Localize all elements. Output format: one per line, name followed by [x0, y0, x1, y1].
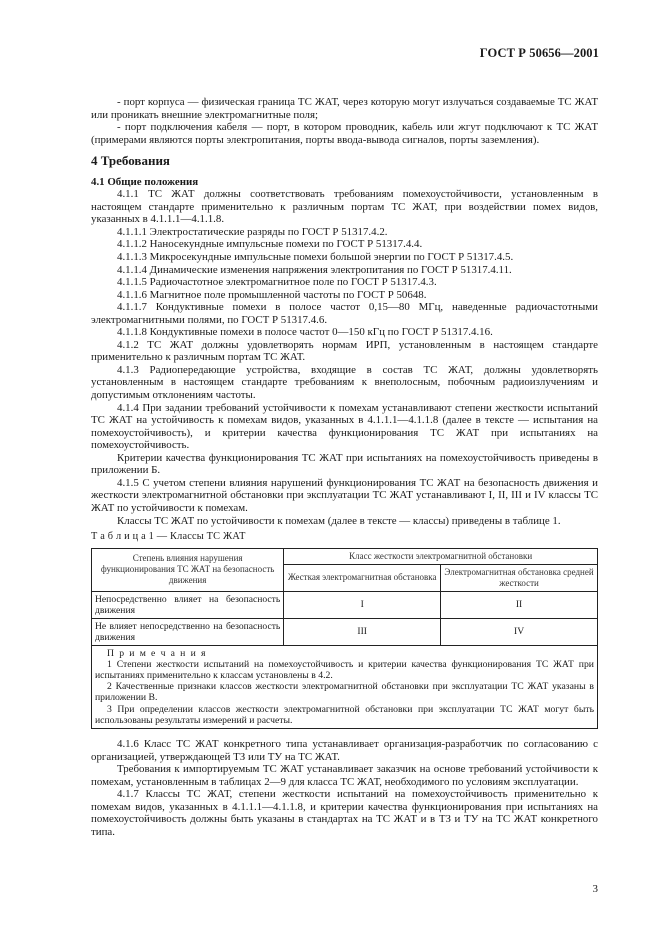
page-number: 3	[592, 883, 598, 895]
intro-paragraph: - порт подключения кабеля — порт, в котором проводник, кабель или жгут подключают к ТС ЖАТ (примерами являются порты электропитания, порты ввода-вывода сигналов, порты заземления).	[91, 121, 598, 146]
classes-table	[91, 548, 598, 729]
table-notes	[92, 645, 598, 728]
table-cell-class: I	[284, 591, 441, 618]
table-cell-class: IV	[441, 618, 598, 645]
table-header-harsh: Жесткая электромагнитная обстановка	[284, 564, 441, 591]
paragraph: 4.1.5 С учетом степени влияния нарушений функционирования ТС ЖАТ на безопасность движения и жесткости электромагнитной обстановки при эксплуатации ТС ЖАТ устанавливают I, II, III и IV классы ТС ЖАТ по устойчивости к помехам.	[91, 476, 598, 514]
table-header-impact: Степень влияния нарушения функционирования ТС ЖАТ на безопасность движения	[92, 548, 284, 591]
table-header-group: Класс жесткости электромагнитной обстановки	[284, 548, 598, 564]
paragraph: 4.1.1.6 Магнитное поле промышленной частоты по ГОСТ Р 50648.	[117, 288, 427, 301]
intro-paragraph: - порт корпуса — физическая граница ТС ЖАТ, через которую могут излучаться создаваемые ТС ЖАТ или проникать внешние электромагнитные поля;	[91, 96, 598, 121]
table-cell-class: III	[284, 618, 441, 645]
paragraph: 4.1.3 Радиопередающие устройства, входящие в состав ТС ЖАТ, должны удовлетворять установленным в настоящем стандарте требованиям к внеполосным, побочным радиоизлучениям и допустимым отклонениям частоты.	[91, 363, 598, 402]
paragraph: Критерии качества функционирования ТС ЖАТ при испытаниях на помехоустойчивость приведены в приложении Б.	[91, 451, 598, 477]
paragraph: 4.1.1.7 Кондуктивные помехи в полосе частот 0,15—80 МГц, наведенные радиочастотными электромагнитными полями, по ГОСТ Р 51317.4.6.	[91, 301, 598, 326]
paragraph: 4.1.2 ТС ЖАТ должны удовлетворять нормам ИРП, установленным в настоящем стандарте применительно к различным портам ТС ЖАТ.	[91, 338, 598, 364]
note-item: 2 Качественные признаки классов жесткости электромагнитной обстановки при эксплуатации ТС ЖАТ указаны в приложении В.	[95, 681, 594, 704]
paragraph: 4.1.1.5 Радиочастотное электромагнитное поле по ГОСТ Р 51317.4.3.	[117, 276, 437, 289]
notes-title: П р и м е ч а н и я	[107, 647, 207, 659]
table-row-label: Не влияет непосредственно на безопасность движения	[92, 618, 284, 645]
table-row-label: Непосредственно влияет на безопасность движения	[92, 591, 284, 618]
paragraph: 4.1.1.2 Наносекундные импульсные помехи по ГОСТ Р 51317.4.4.	[117, 238, 423, 251]
paragraph: 4.1.1.4 Динамические изменения напряжения электропитания по ГОСТ Р 51317.4.11.	[117, 263, 512, 276]
table-header-medium: Электромагнитная обстановка средней жесткости	[441, 564, 598, 591]
note-item: 3 При определении классов жесткости электромагнитной обстановки при эксплуатации ТС ЖАТ могут быть использованы результаты измерений и расчеты.	[95, 703, 594, 726]
paragraph: 4.1.6 Класс ТС ЖАТ конкретного типа устанавливает организация-разработчик по согласованию с организацией, утверждающей ТЗ или ТУ на ТС ЖАТ.	[91, 738, 598, 763]
paragraph: 4.1.4 При задании требований устойчивости к помехам устанавливают степени жесткости испытаний ТС ЖАТ на устойчивость к помехам видов, указанных в 4.1.1.1—4.1.1.8 (далее в тексте — испытания на помехоустойчивость), и критерии качества функционирования ТС ЖАТ при испытаниях на помехоустойчивость.	[91, 401, 598, 452]
paragraph: 4.1.1.8 Кондуктивные помехи в полосе частот 0—150 кГц по ГОСТ Р 51317.4.16.	[117, 326, 493, 339]
paragraph: 4.1.1.3 Микросекундные импульсные помехи большой энергии по ГОСТ Р 51317.4.5.	[117, 251, 514, 264]
paragraph: Классы ТС ЖАТ по устойчивости к помехам (далее в тексте — классы) приведены в таблице 1.	[117, 514, 561, 527]
paragraph: 4.1.7 Классы ТС ЖАТ, степени жесткости испытаний на помехоустойчивость применительно к помехам видов, указанных в 4.1.1.1—4.1.1.8, и критерии качества функционирования при испытаниях на помехоустойчивость должны быть указаны в стандартах на ТС ЖАТ и в ТЗ и ТУ на ТС ЖАТ конкретного типа.	[91, 788, 598, 838]
table-caption: Т а б л и ц а 1 — Классы ТС ЖАТ	[91, 531, 246, 543]
table-cell-class: II	[441, 591, 598, 618]
document-id-header: ГОСТ Р 50656—2001	[479, 46, 599, 60]
document-body	[91, 96, 598, 838]
note-item: 1 Степени жесткости испытаний на помехоустойчивость и критерии качества функционирования ТС ЖАТ при испытаниях применительно к классам установлены в 4.2.	[95, 658, 594, 681]
paragraph: Требования к импортируемым ТС ЖАТ устанавливает заказчик на основе требований устойчивости к помехам, установленным в таблицах 2—9 для класса ТС ЖАТ, необходимого по условиям эксплуатации.	[91, 763, 598, 788]
paragraph: 4.1.1.1 Электростатические разряды по ГОСТ Р 51317.4.2.	[117, 225, 388, 238]
paragraph: 4.1.1 ТС ЖАТ должны соответствовать требованиям помехоустойчивости, установленным в настоящем стандарте применительно к различным портам ТС ЖАТ, при воздействии помех видов, указанных в 4.1.1.1—4.1.1.8.	[91, 188, 598, 226]
section-title: 4 Требования	[91, 153, 170, 169]
subsection-title: 4.1 Общие положения	[91, 175, 199, 188]
